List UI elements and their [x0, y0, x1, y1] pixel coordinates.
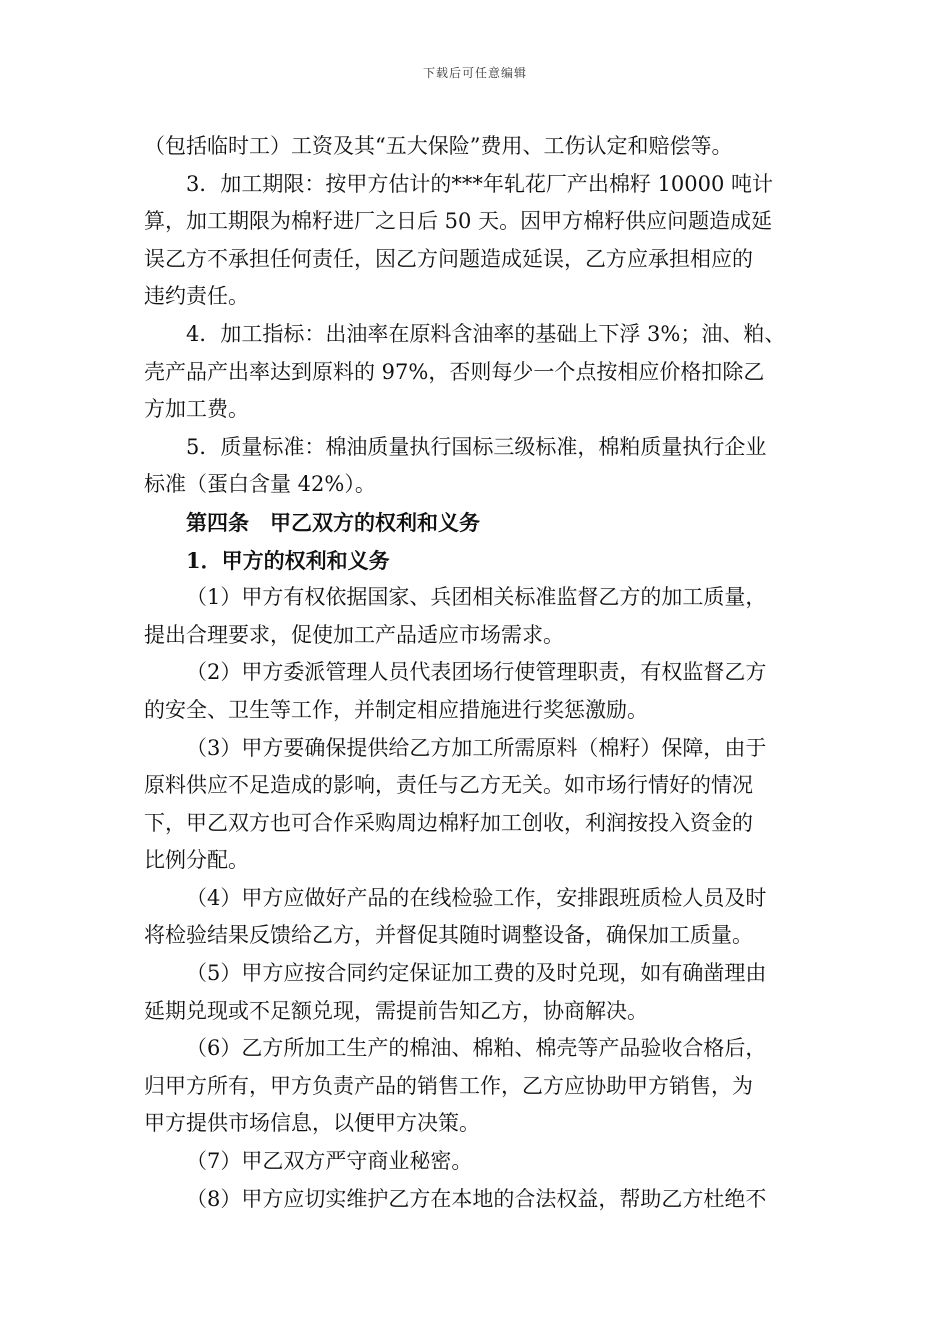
text-line: （3）甲方要确保提供给乙方加工所需原料（棉籽）保障，由于 [186, 735, 767, 760]
text-line: 4．加工指标：出油率在原料含油率的基础上下浮 3%；油、粕、 [186, 321, 786, 346]
section-heading-line: 1．甲方的权利和义务 [186, 547, 390, 573]
page-header: 下载后可任意编辑 [422, 66, 527, 80]
text-line: 标准（蛋白含量 42%）。 [144, 472, 376, 497]
text-line: 违约责任。 [144, 284, 249, 309]
text-line: 壳产品产出率达到原料的 97%，否则每少一个点按相应价格扣除乙 [144, 359, 765, 384]
text-line: （1）甲方有权依据国家、兵团相关标准监督乙方的加工质量， [186, 585, 767, 610]
text-line: 甲方提供市场信息，以便甲方决策。 [144, 1111, 480, 1136]
section-heading-line: 第四条 甲乙双方的权利和义务 [186, 509, 480, 535]
text-line: 误乙方不承担任何责任，因乙方问题造成延误，乙方应承担相应的 [144, 246, 753, 271]
text-line: 将检验结果反馈给乙方，并督促其随时调整设备，确保加工质量。 [144, 923, 753, 948]
text-line: （8）甲方应切实维护乙方在本地的合法权益，帮助乙方杜绝不 [186, 1186, 767, 1211]
text-line: （6）乙方所加工生产的棉油、棉粕、棉壳等产品验收合格后， [186, 1036, 767, 1061]
text-line: 归甲方所有，甲方负责产品的销售工作，乙方应协助甲方销售，为 [144, 1073, 753, 1098]
text-line: 提出合理要求，促使加工产品适应市场需求。 [144, 622, 564, 647]
text-line: 的安全、卫生等工作，并制定相应措施进行奖惩激励。 [144, 697, 648, 722]
text-line: 算，加工期限为棉籽进厂之日后 50 天。因甲方棉籽供应问题造成延 [144, 209, 773, 234]
text-line: 3．加工期限：按甲方估计的***年轧花厂产出棉籽 10000 吨计 [186, 171, 774, 196]
text-line: 延期兑现或不足额兑现，需提前告知乙方，协商解决。 [144, 998, 648, 1023]
text-line: 5．质量标准：棉油质量执行国标三级标准，棉粕质量执行企业 [186, 434, 767, 459]
text-line: 原料供应不足造成的影响，责任与乙方无关。如市场行情好的情况 [144, 773, 753, 798]
text-line: （4）甲方应做好产品的在线检验工作，安排跟班质检人员及时 [186, 885, 767, 910]
text-line: 下，甲乙双方也可合作采购周边棉籽加工创收，利润按投入资金的 [144, 810, 753, 835]
text-line: （5）甲方应按合同约定保证加工费的及时兑现，如有确凿理由 [186, 961, 767, 986]
text-line: （2）甲方委派管理人员代表团场行使管理职责，有权监督乙方 [186, 660, 767, 685]
text-line: （包括临时工）工资及其“五大保险”费用、工伤认定和赔偿等。 [144, 134, 733, 158]
text-line: 比例分配。 [144, 848, 249, 873]
document-body [144, 128, 809, 1218]
text-line: （7）甲乙双方严守商业秘密。 [186, 1149, 473, 1174]
text-line: 方加工费。 [144, 397, 249, 422]
